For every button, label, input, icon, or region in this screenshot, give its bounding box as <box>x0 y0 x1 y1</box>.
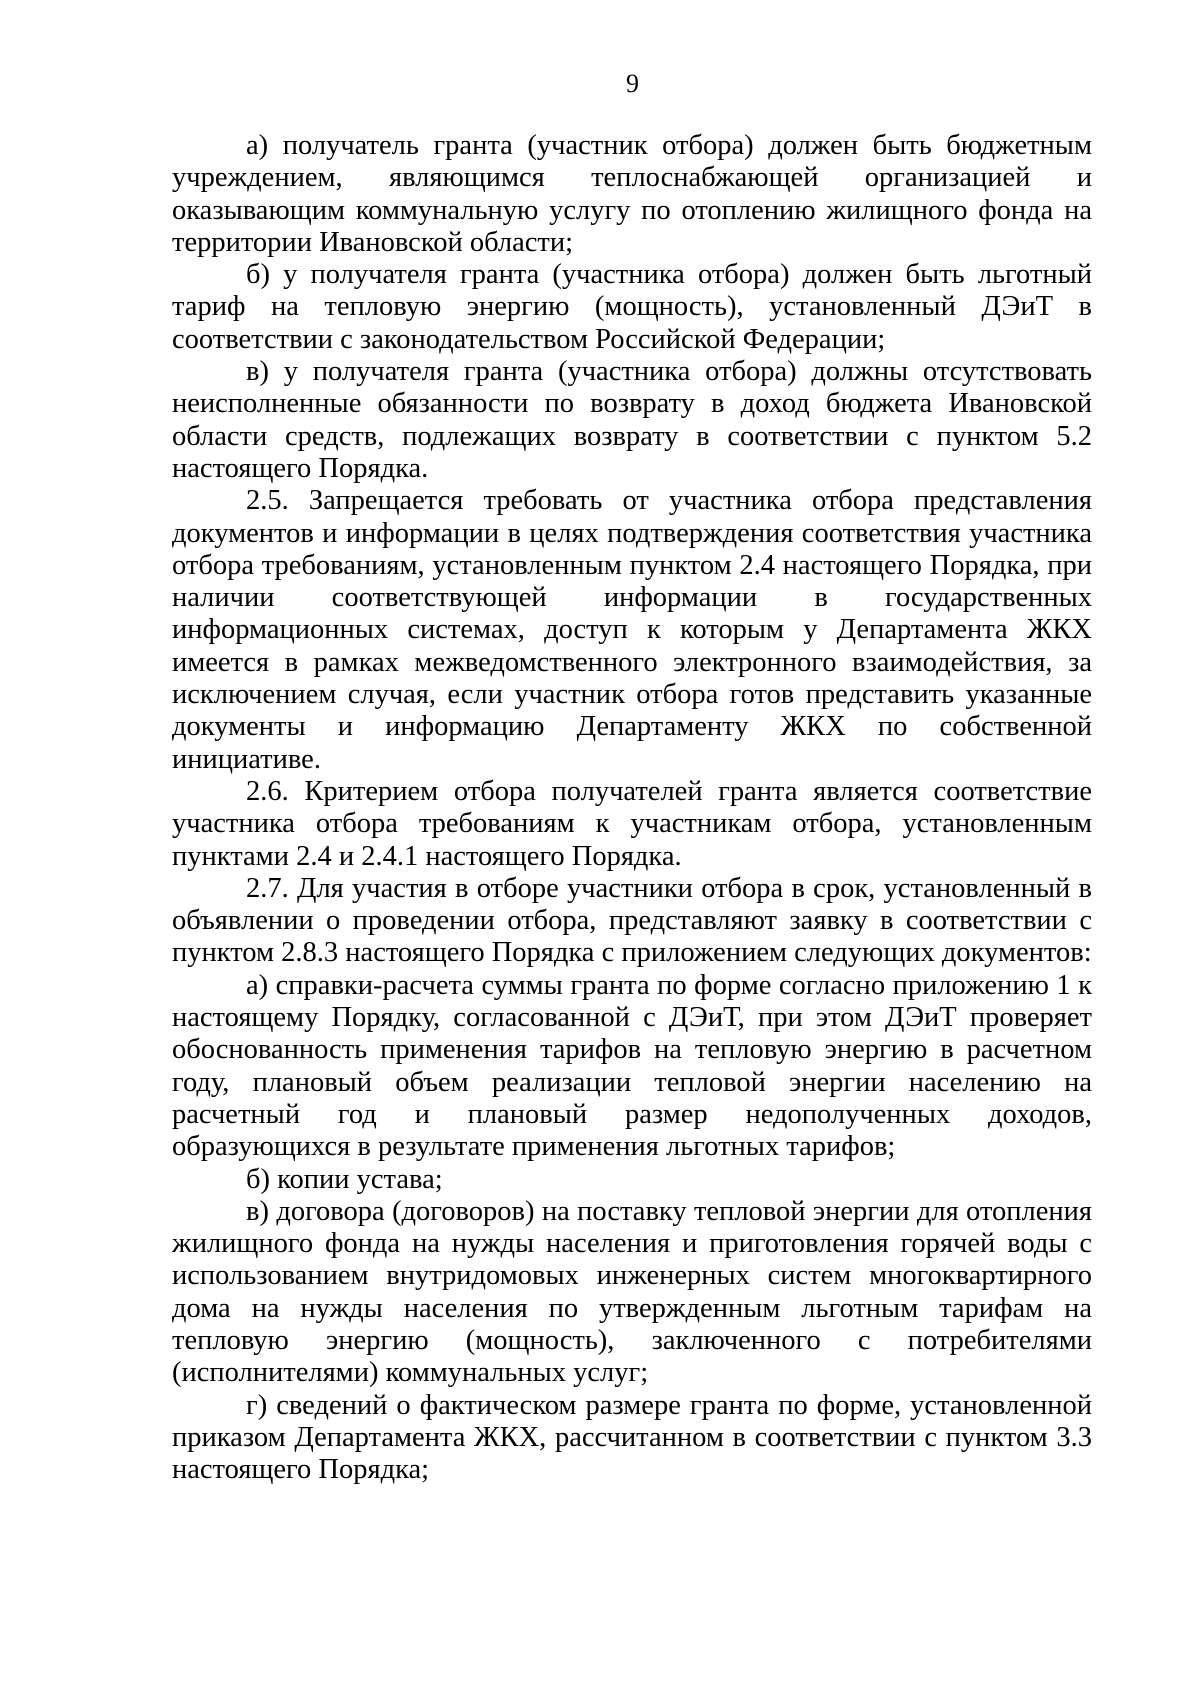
paragraph-2-7: 2.7. Для участия в отборе участники отбора в срок, установленный в объявлении о проведении отбора, представляют заявку в соответствии с пунктом 2.8.3 настоящего Порядка с приложением следующих документов: <box>172 872 1092 969</box>
paragraph-document-g: г) сведений о фактическом размере гранта по форме, установленной приказом Департамента ЖКХ, рассчитанном в соответствии с пунктом 3.3 настоящего Порядка; <box>172 1389 1092 1486</box>
paragraph-document-v: в) договора (договоров) на поставку тепловой энергии для отопления жилищного фонда на нужды населения и приготовления горячей воды с использованием внутридомовых инженерных систем многоквартирного дома на нужды населения по утвержденным льготным тарифам на тепловую энергию (мощность), заключенного с потребителями (исполнителями) коммунальных услуг; <box>172 1195 1092 1389</box>
paragraph-document-b: б) копии устава; <box>246 1163 443 1195</box>
paragraph-2-6: 2.6. Критерием отбора получателей гранта является соответствие участника отбора требованиям к участникам отбора, установленным пунктами 2.4 и 2.4.1 настоящего Порядка. <box>172 775 1092 872</box>
document-body <box>172 130 1092 1486</box>
paragraph-requirement-v: в) у получателя гранта (участника отбора) должны отсутствовать неисполненные обязанности по возврату в доход бюджета Ивановской области средств, подлежащих возврату в соответствии с пунктом 5.2 настоящего Порядка. <box>172 356 1092 484</box>
paragraph-document-a: а) справки-расчета суммы гранта по форме согласно приложению 1 к настоящему Порядку, согласованной с ДЭиТ, при этом ДЭиТ проверяет обоснованность применения тарифов на тепловую энергию в расчетном году, плановый объем реализации тепловой энергии населению на расчетный год и плановый размер недополученных доходов, образующихся в результате применения льготных тарифов; <box>172 969 1092 1163</box>
paragraph-2-5: 2.5. Запрещается требовать от участника отбора представления документов и информации в целях подтверждения соответствия участника отбора требованиям, установленным пунктом 2.4 настоящего Порядка, при наличии соответствующей информации в государственных информационных системах, доступ к которым у Департамента ЖКХ имеется в рамках межведомственного электронного взаимодействия, за исключением случая, если участник отбора готов представить указанные документы и информацию Департаменту ЖКХ по собственной инициативе. <box>172 485 1092 775</box>
page-number: 9 <box>626 69 639 98</box>
paragraph-requirement-a: а) получатель гранта (участник отбора) должен быть бюджетным учреждением, являющимся теплоснабжающей организацией и оказывающим коммунальную услугу по отоплению жилищного фонда на территории Ивановской области; <box>172 130 1092 258</box>
paragraph-requirement-b: б) у получателя гранта (участника отбора) должен быть льготный тариф на тепловую энергию (мощность), установленный ДЭиТ в соответствии с законодательством Российской Федерации; <box>172 259 1092 355</box>
